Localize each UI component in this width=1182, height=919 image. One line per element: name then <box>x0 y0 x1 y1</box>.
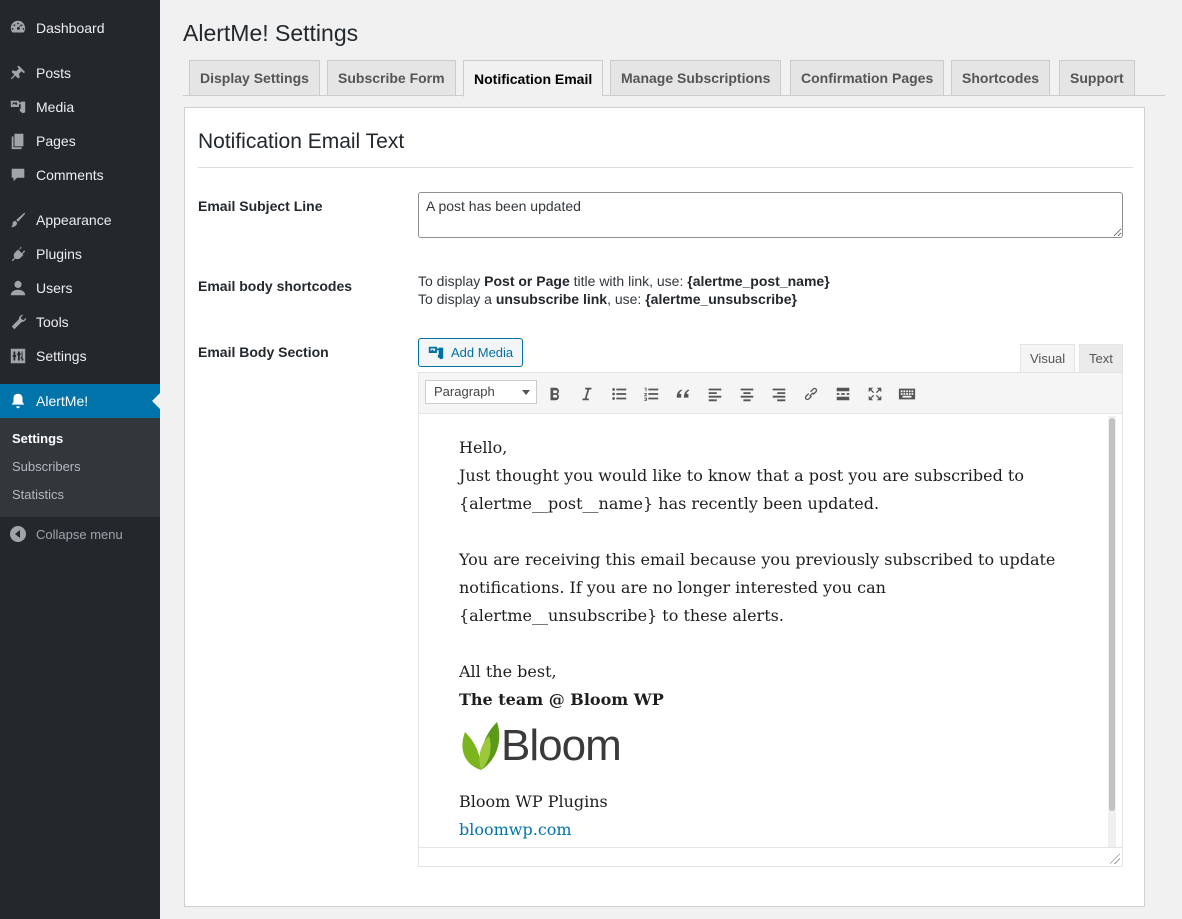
body-line: Hello, <box>459 438 508 457</box>
sidebar-item-label: Pages <box>36 133 76 149</box>
sidebar-item-label: Settings <box>36 348 87 364</box>
bell-icon <box>0 392 36 410</box>
body-line: notifications. If you are no longer interested you can <box>459 578 886 597</box>
bold-icon[interactable] <box>543 382 567 406</box>
section-divider <box>198 167 1133 168</box>
sidebar-item-dashboard[interactable] <box>0 11 160 45</box>
sidebar-item-appearance[interactable] <box>0 203 160 237</box>
sidebar-item-comments[interactable] <box>0 158 160 192</box>
admin-sidebar <box>0 0 160 919</box>
sidebar-item-label: AlertMe! <box>36 393 89 409</box>
user-icon <box>0 279 36 297</box>
shortcode-hint-unsubscribe <box>418 291 797 307</box>
numbered-list-icon[interactable] <box>639 382 663 406</box>
sidebar-item-media[interactable] <box>0 90 160 124</box>
tab-notification-email[interactable]: Notification Email <box>463 60 603 97</box>
sidebar-item-label: Media <box>36 99 75 115</box>
subject-input[interactable] <box>418 192 1123 238</box>
sidebar-item-posts[interactable] <box>0 56 160 90</box>
add-media-label: Add Media <box>451 345 514 360</box>
wrench-icon <box>0 313 36 331</box>
tab-subscribe-form[interactable]: Subscribe Form <box>327 60 456 96</box>
settings-tabs <box>183 60 1165 96</box>
fullscreen-icon[interactable] <box>863 382 887 406</box>
dashboard-icon <box>0 19 36 37</box>
body-line: Just thought you would like to know that a post you are subscribed to <box>459 466 1024 485</box>
company-name: Bloom WP Plugins <box>459 792 608 811</box>
tab-support[interactable]: Support <box>1059 60 1135 96</box>
hint-bold: unsubscribe link <box>495 291 608 307</box>
team-signature: The team @ Bloom WP <box>459 690 664 709</box>
bullet-list-icon[interactable] <box>607 382 631 406</box>
sliders-icon <box>0 347 36 365</box>
align-left-icon[interactable] <box>703 382 727 406</box>
shortcodes-label: Email body shortcodes <box>198 278 353 294</box>
body-line: {alertme__post__name} has recently been updated. <box>459 494 880 513</box>
align-right-icon[interactable] <box>767 382 791 406</box>
plugin-icon <box>0 245 36 263</box>
settings-panel <box>184 107 1145 907</box>
editor-content-area[interactable] <box>418 414 1123 867</box>
hint-bold: Post or Page <box>484 273 570 289</box>
editor-toolbar <box>418 372 1123 414</box>
tab-manage-subscriptions[interactable]: Manage Subscriptions <box>610 60 781 96</box>
italic-icon[interactable] <box>575 382 599 406</box>
resize-handle-icon[interactable] <box>1110 854 1120 864</box>
shortcode-code: {alertme_post_name} <box>687 273 830 289</box>
section-title: Notification Email Text <box>198 130 405 153</box>
comment-icon <box>0 166 36 184</box>
collapse-menu-label: Collapse menu <box>36 526 123 542</box>
tab-shortcodes[interactable]: Shortcodes <box>951 60 1050 96</box>
link-icon[interactable] <box>799 382 823 406</box>
keyboard-icon[interactable] <box>895 382 919 406</box>
leaf-logo-icon <box>459 720 505 772</box>
collapse-menu-button[interactable] <box>0 520 160 548</box>
bloom-logo <box>459 716 1079 776</box>
tab-confirmation-pages[interactable]: Confirmation Pages <box>790 60 944 96</box>
add-media-button[interactable] <box>418 338 523 367</box>
sidebar-item-tools[interactable] <box>0 305 160 339</box>
alertme-submenu <box>0 418 160 517</box>
read-more-icon[interactable] <box>831 382 855 406</box>
add-media-icon <box>427 344 445 362</box>
sidebar-item-pages[interactable] <box>0 124 160 158</box>
submenu-item-statistics[interactable]: Statistics <box>12 487 65 502</box>
sidebar-item-label: Posts <box>36 65 72 81</box>
body-line: {alertme__unsubscribe} to these alerts. <box>459 606 784 625</box>
blockquote-icon[interactable] <box>671 382 695 406</box>
editor-statusbar <box>419 847 1122 866</box>
editor-tab-visual[interactable]: Visual <box>1020 344 1075 373</box>
sidebar-item-label: Comments <box>36 167 104 183</box>
body-line: All the best, <box>459 662 557 681</box>
subject-label: Email Subject Line <box>198 198 323 214</box>
collapse-arrow-icon <box>0 526 36 542</box>
sidebar-item-label: Tools <box>36 314 69 330</box>
sidebar-item-label: Users <box>36 280 73 296</box>
media-icon <box>0 98 36 116</box>
page-title: AlertMe! Settings <box>183 20 359 46</box>
sidebar-item-settings[interactable] <box>0 339 160 373</box>
hint-text: , use: <box>607 291 646 307</box>
shortcode-hint-post-name <box>418 273 830 289</box>
editor-scrollbar-thumb[interactable] <box>1109 418 1115 811</box>
logo-wordmark: Bloom <box>501 721 621 770</box>
hint-text: title with link, use: <box>569 273 688 289</box>
hint-text: To display <box>418 273 485 289</box>
sidebar-item-plugins[interactable] <box>0 237 160 271</box>
brush-icon <box>0 211 36 229</box>
submenu-item-settings[interactable]: Settings <box>12 431 64 446</box>
body-label: Email Body Section <box>198 344 329 360</box>
submenu-item-subscribers[interactable]: Subscribers <box>12 459 81 474</box>
pin-icon <box>0 64 36 82</box>
sidebar-item-label: Dashboard <box>36 20 105 36</box>
company-link[interactable]: bloomwp.com <box>459 820 572 839</box>
pages-icon <box>0 132 36 150</box>
tab-display-settings[interactable]: Display Settings <box>189 60 320 96</box>
sidebar-item-alertme[interactable] <box>0 384 160 418</box>
hint-text: To display a <box>418 291 496 307</box>
sidebar-item-label: Plugins <box>36 246 82 262</box>
editor-tab-text[interactable]: Text <box>1079 344 1123 373</box>
format-select[interactable]: Paragraph <box>425 380 537 404</box>
sidebar-item-label: Appearance <box>36 212 112 228</box>
shortcode-code: {alertme_unsubscribe} <box>645 291 797 307</box>
body-line: You are receiving this email because you previously subscribed to update <box>459 550 1056 569</box>
align-center-icon[interactable] <box>735 382 759 406</box>
sidebar-item-users[interactable] <box>0 271 160 305</box>
email-body-content <box>459 434 1079 844</box>
